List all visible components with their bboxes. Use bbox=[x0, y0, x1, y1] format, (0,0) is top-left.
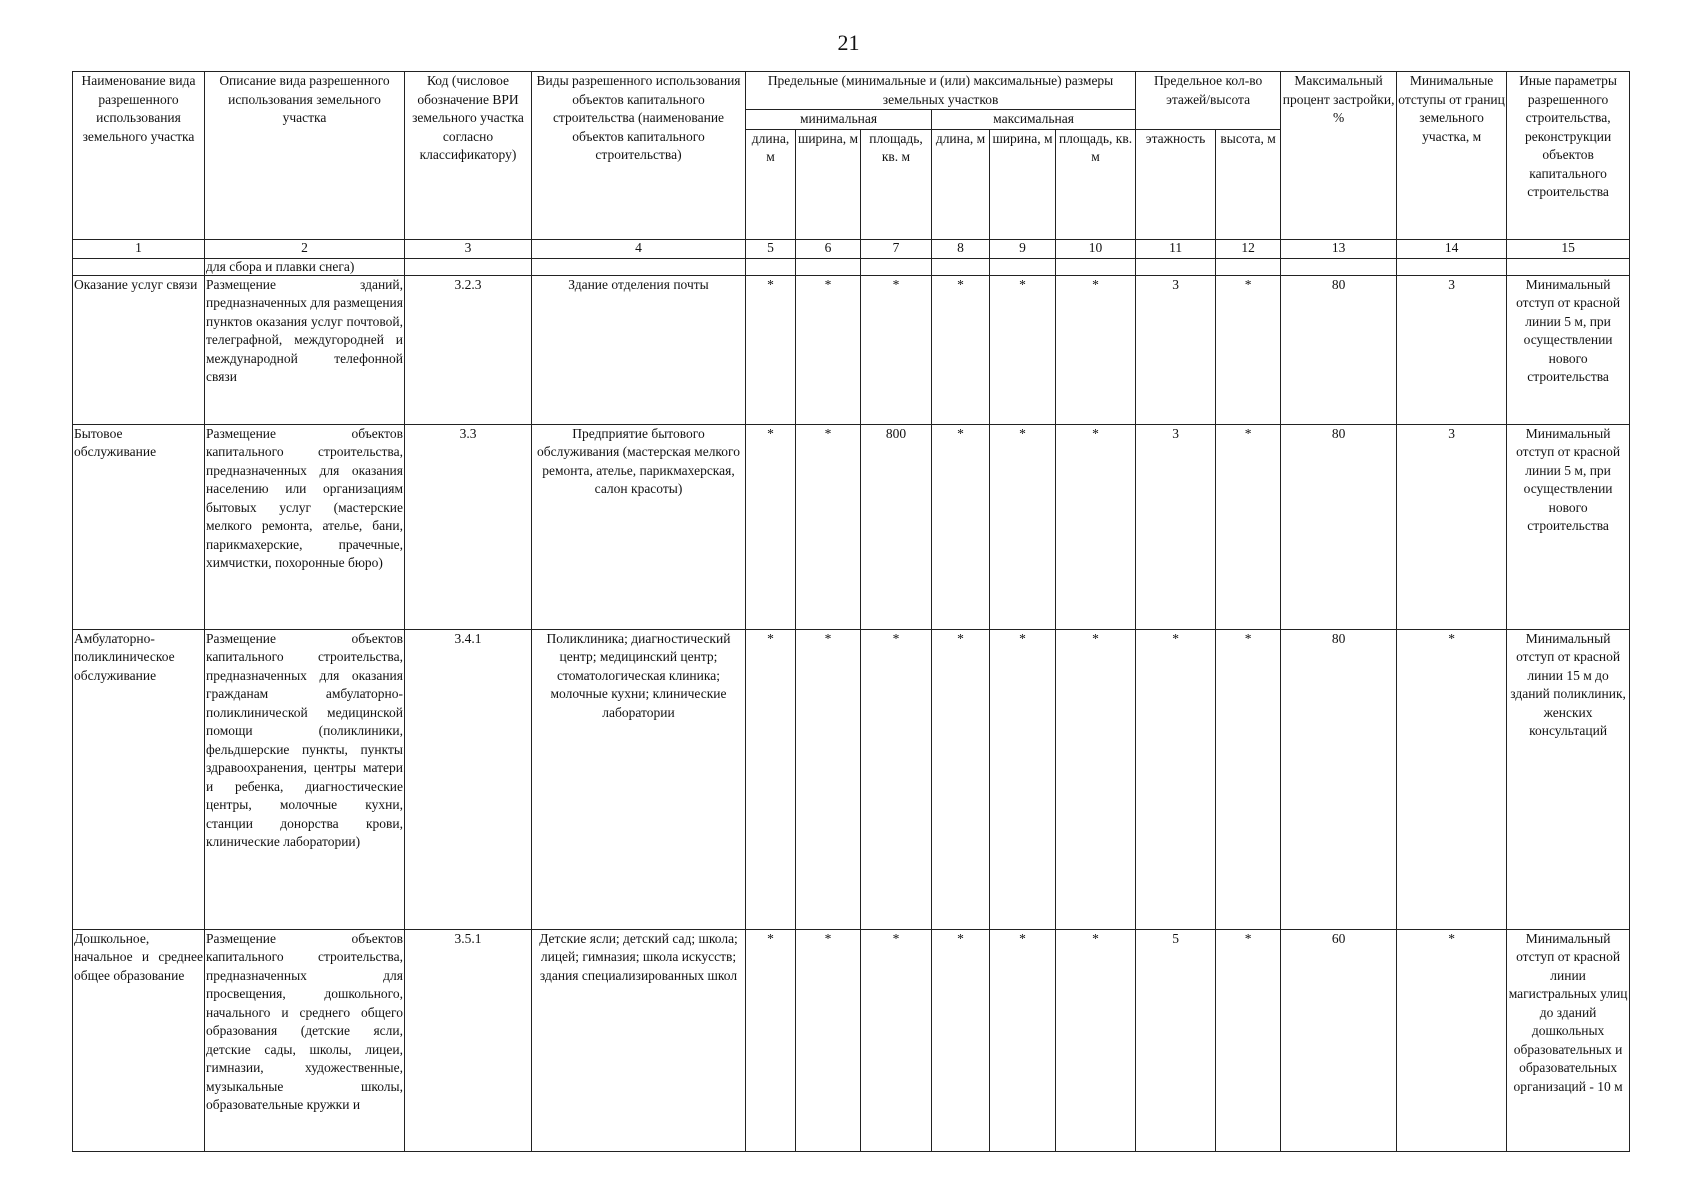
min-setback-value: 3 bbox=[1397, 275, 1507, 424]
min-area-value: * bbox=[861, 629, 932, 929]
column-number: 13 bbox=[1281, 239, 1397, 258]
row-description: Размещение объектов капитального строительства, предназначенных для оказания населению или организациям бытовых услуг (мастерские мелкого ремонта, ателье, бани, парикмахерские, прачечные, химчистки, похоронные бюро) bbox=[205, 424, 405, 629]
column-number: 12 bbox=[1216, 239, 1281, 258]
row-description: Размещение зданий, предназначенных для размещения пунктов оказания услуг почтовой, телеграфной, междугородней и международной телефонной связи bbox=[205, 275, 405, 424]
min-setback-value: * bbox=[1397, 629, 1507, 929]
floors-value: * bbox=[1136, 629, 1216, 929]
height-value: * bbox=[1216, 629, 1281, 929]
min-width-value: * bbox=[796, 275, 861, 424]
row-code: 3.4.1 bbox=[405, 629, 532, 929]
row-objects: Здание отделения почты bbox=[532, 275, 746, 424]
column-number: 11 bbox=[1136, 239, 1216, 258]
header-row-1 bbox=[73, 72, 1630, 110]
zoning-table bbox=[72, 71, 1630, 1152]
page-number: 21 bbox=[837, 30, 860, 55]
row-name: Амбулаторно-поликлиническое обслуживание bbox=[73, 629, 205, 929]
column-number: 3 bbox=[405, 239, 532, 258]
header-max: максимальная bbox=[932, 110, 1136, 130]
min-width-value: * bbox=[796, 929, 861, 1151]
table-row bbox=[73, 275, 1630, 424]
header-max-width: ширина, м bbox=[990, 129, 1056, 239]
header-min: минимальная bbox=[746, 110, 932, 130]
header-col14: Минимальные отступы от границ земельного участка, м bbox=[1397, 72, 1507, 240]
header-col3: Код (числовое обозначение ВРИ земельного участка согласно классификатору) bbox=[405, 72, 532, 240]
header-col1: Наименование вида разрешенного использования земельного участка bbox=[73, 72, 205, 240]
other-params: Минимальный отступ от красной линии 5 м, при осуществлении нового строительства bbox=[1507, 424, 1630, 629]
column-numbers-row bbox=[73, 239, 1630, 258]
row-objects: Детские ясли; детский сад; школа; лицей; гимназия; школа искусств; здания специализированных школ bbox=[532, 929, 746, 1151]
min-area-value: * bbox=[861, 275, 932, 424]
row-description: Размещение объектов капитального строительства, предназначенных для оказания гражданам амбулаторно-поликлинической медицинской помощи (поликлиники, фельдшерские пункты, пункты здравоохранения, центры матери и ребенка, диагностические центры, молочные кухни, станции донорства крови, клинические лаборатории) bbox=[205, 629, 405, 929]
row-objects: Предприятие бытового обслуживания (мастерская мелкого ремонта, ателье, парикмахерская, салон красоты) bbox=[532, 424, 746, 629]
max-width-value: * bbox=[990, 929, 1056, 1151]
min-setback-value: 3 bbox=[1397, 424, 1507, 629]
min-area-value: * bbox=[861, 929, 932, 1151]
continuation-text: для сбора и плавки снега) bbox=[205, 258, 405, 275]
floors-value: 5 bbox=[1136, 929, 1216, 1151]
column-number: 9 bbox=[990, 239, 1056, 258]
max-width-value: * bbox=[990, 629, 1056, 929]
other-params: Минимальный отступ от красной линии магистральных улиц до зданий дошкольных образовательных и образовательных организаций - 10 м bbox=[1507, 929, 1630, 1151]
other-params: Минимальный отступ от красной линии 15 м до зданий поликлиник, женских консультаций bbox=[1507, 629, 1630, 929]
max-area-value: * bbox=[1056, 424, 1136, 629]
min-setback-value: * bbox=[1397, 929, 1507, 1151]
header-max-area: площадь, кв. м bbox=[1056, 129, 1136, 239]
min-length-value: * bbox=[746, 424, 796, 629]
floors-value: 3 bbox=[1136, 424, 1216, 629]
other-params: Минимальный отступ от красной линии 5 м, при осуществлении нового строительства bbox=[1507, 275, 1630, 424]
header-min-width: ширина, м bbox=[796, 129, 861, 239]
header-min-area: площадь, кв. м bbox=[861, 129, 932, 239]
header-col4: Виды разрешенного использования объектов капитального строительства (наименование объектов капитального строительства) bbox=[532, 72, 746, 240]
column-number: 2 bbox=[205, 239, 405, 258]
table-row bbox=[73, 629, 1630, 929]
min-length-value: * bbox=[746, 275, 796, 424]
height-value: * bbox=[1216, 275, 1281, 424]
max-length-value: * bbox=[932, 929, 990, 1151]
table-row bbox=[73, 424, 1630, 629]
column-number: 7 bbox=[861, 239, 932, 258]
row-code: 3.5.1 bbox=[405, 929, 532, 1151]
row-code: 3.3 bbox=[405, 424, 532, 629]
header-min-length: длина, м bbox=[746, 129, 796, 239]
max-length-value: * bbox=[932, 629, 990, 929]
max-coverage-value: 80 bbox=[1281, 424, 1397, 629]
min-length-value: * bbox=[746, 929, 796, 1151]
max-area-value: * bbox=[1056, 629, 1136, 929]
column-number: 4 bbox=[532, 239, 746, 258]
min-width-value: * bbox=[796, 424, 861, 629]
column-number: 6 bbox=[796, 239, 861, 258]
min-area-value: 800 bbox=[861, 424, 932, 629]
row-description: Размещение объектов капитального строительства, предназначенных для просвещения, дошкольного, начального и среднего общего образования (детские ясли, детские сады, школы, лицеи, гимназии, художественные, музыкальные школы, образовательные кружки и bbox=[205, 929, 405, 1151]
column-number: 14 bbox=[1397, 239, 1507, 258]
column-number: 10 bbox=[1056, 239, 1136, 258]
height-value: * bbox=[1216, 424, 1281, 629]
header-max-length: длина, м bbox=[932, 129, 990, 239]
row-name: Бытовое обслуживание bbox=[73, 424, 205, 629]
column-number: 1 bbox=[73, 239, 205, 258]
row-objects: Поликлиника; диагностический центр; медицинский центр; стоматологическая клиника; молочные кухни; клинические лаборатории bbox=[532, 629, 746, 929]
column-number: 15 bbox=[1507, 239, 1630, 258]
max-width-value: * bbox=[990, 424, 1056, 629]
max-coverage-value: 80 bbox=[1281, 275, 1397, 424]
max-length-value: * bbox=[932, 275, 990, 424]
min-width-value: * bbox=[796, 629, 861, 929]
header-floors: этажность bbox=[1136, 129, 1216, 239]
header-col13: Максимальный процент застройки, % bbox=[1281, 72, 1397, 240]
row-code: 3.2.3 bbox=[405, 275, 532, 424]
max-coverage-value: 60 bbox=[1281, 929, 1397, 1151]
floors-value: 3 bbox=[1136, 275, 1216, 424]
header-group-floors: Предельное кол-во этажей/высота bbox=[1136, 72, 1281, 130]
column-number: 8 bbox=[932, 239, 990, 258]
header-col2: Описание вида разрешенного использования земельного участка bbox=[205, 72, 405, 240]
continuation-row bbox=[73, 258, 1630, 275]
min-length-value: * bbox=[746, 629, 796, 929]
max-width-value: * bbox=[990, 275, 1056, 424]
max-length-value: * bbox=[932, 424, 990, 629]
header-group-sizes: Предельные (минимальные и (или) максимальные) размеры земельных участков bbox=[746, 72, 1136, 110]
max-coverage-value: 80 bbox=[1281, 629, 1397, 929]
row-name: Дошкольное, начальное и среднее общее образование bbox=[73, 929, 205, 1151]
header-col15: Иные параметры разрешенного строительства, реконструкции объектов капитального строительства bbox=[1507, 72, 1630, 240]
table-row bbox=[73, 929, 1630, 1151]
max-area-value: * bbox=[1056, 275, 1136, 424]
row-name: Оказание услуг связи bbox=[73, 275, 205, 424]
max-area-value: * bbox=[1056, 929, 1136, 1151]
header-height: высота, м bbox=[1216, 129, 1281, 239]
column-number: 5 bbox=[746, 239, 796, 258]
height-value: * bbox=[1216, 929, 1281, 1151]
